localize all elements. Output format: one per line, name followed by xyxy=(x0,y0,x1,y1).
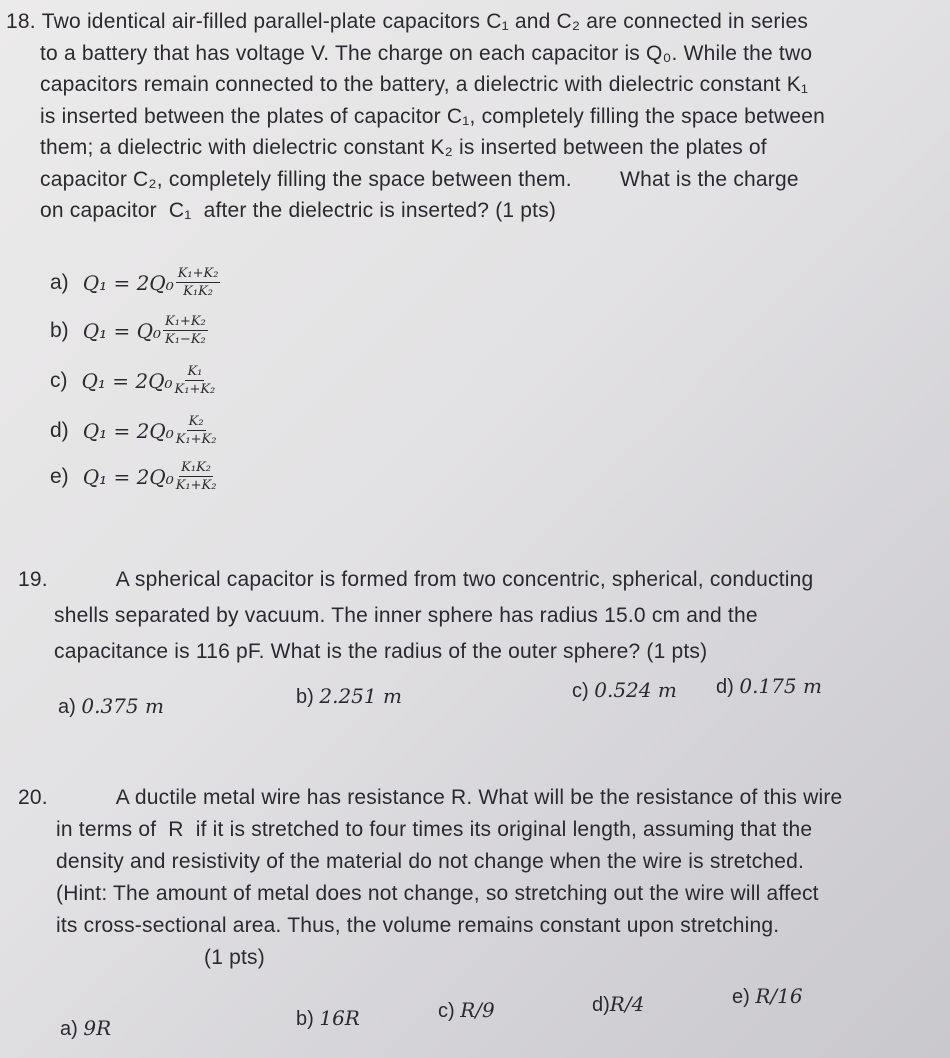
option-value: 9R xyxy=(83,1016,112,1040)
q20-line-6: (1 pts) xyxy=(204,946,265,969)
option-lhs: Q₁ = 2Q₀ xyxy=(82,418,174,443)
option-letter: b) xyxy=(296,1008,314,1030)
fraction xyxy=(175,364,216,397)
fraction-denominator: K₁K₂ xyxy=(183,284,214,299)
q19-option-c xyxy=(572,678,677,703)
fraction-numerator: K₁+K₂ xyxy=(165,314,206,329)
q18-line-4: is inserted between the plates of capacitor C₁, completely filling the space between xyxy=(40,104,825,128)
option-value: R/4 xyxy=(609,992,645,1016)
fraction-denominator: K₁−K₂ xyxy=(165,332,206,347)
option-lhs: Q₁ = 2Q₀ xyxy=(82,270,174,295)
fraction-numerator: K₁+K₂ xyxy=(177,266,219,281)
option-lhs: Q₁ = 2Q₀ xyxy=(81,368,173,393)
option-letter: d) xyxy=(50,418,69,442)
option-letter: e) xyxy=(50,464,69,488)
q18-option-d xyxy=(50,414,216,447)
option-value: 2.251 m xyxy=(319,684,402,708)
option-letter: d) xyxy=(716,676,734,698)
question-18 xyxy=(6,6,906,227)
q20-line-5: its cross-sectional area. Thus, the volume remains constant upon stretching. xyxy=(56,914,780,937)
question-19-text xyxy=(18,562,928,670)
q19-option-d xyxy=(716,674,822,699)
fraction xyxy=(176,460,217,493)
q20-option-e xyxy=(732,984,803,1009)
q20-option-c xyxy=(438,998,495,1023)
option-letter: c) xyxy=(50,368,68,392)
option-value: R/16 xyxy=(755,984,803,1008)
q20-line-2: in terms of R if it is stretched to four times its original length, assuming that the xyxy=(56,818,813,841)
fraction-denominator: K₁+K₂ xyxy=(175,432,217,447)
q18-line-3: capacitors remain connected to the battery, a dielectric with dielectric constant K₁ xyxy=(40,73,809,96)
q18-line-7: on capacitor C₁ after the dielectric is inserted? (1 pts) xyxy=(40,199,557,222)
fraction-numerator: K₂ xyxy=(188,414,204,429)
q18-option-e xyxy=(50,460,216,493)
option-letter: b) xyxy=(296,686,314,708)
option-letter: c) xyxy=(438,1000,455,1022)
option-letter: c) xyxy=(572,680,589,702)
q18-line-1: Two identical air-filled parallel-plate capacitors C₁ and C₂ are connected in series xyxy=(41,10,809,33)
q18-line-2: to a battery that has voltage V. The charge on each capacitor is Q₀. While the two xyxy=(40,41,813,65)
option-lhs: Q₁ = 2Q₀ xyxy=(82,464,174,489)
fraction-numerator: K₁K₂ xyxy=(181,460,212,475)
q19-line-2: shells separated by vacuum. The inner sphere has radius 15.0 cm and the xyxy=(54,604,758,627)
q20-option-b xyxy=(296,1006,360,1031)
fraction xyxy=(163,314,208,347)
option-letter: a) xyxy=(58,696,76,718)
q19-line-3: capacitance is 116 pF. What is the radius of the outer sphere? (1 pts) xyxy=(54,640,708,663)
option-value: 0.175 m xyxy=(739,674,822,698)
q19-line-1: A spherical capacitor is formed from two concentric, spherical, conducting xyxy=(115,568,814,591)
q19-option-b xyxy=(296,684,402,709)
question-19 xyxy=(18,562,928,670)
option-letter: d) xyxy=(592,994,610,1016)
option-letter: a) xyxy=(60,1018,78,1040)
question-number: 20. xyxy=(18,786,48,809)
option-letter: e) xyxy=(732,986,750,1008)
q20-line-4: (Hint: The amount of metal does not change, so stretching out the wire will affect xyxy=(56,882,819,905)
fraction xyxy=(176,414,217,447)
option-letter: b) xyxy=(50,318,69,342)
q20-line-1: A ductile metal wire has resistance R. What will be the resistance of this wire xyxy=(115,786,843,809)
question-number: 18. xyxy=(6,10,36,33)
q20-line-3: density and resistivity of the material do not change when the wire is stretched. xyxy=(56,850,805,873)
q20-option-d xyxy=(592,992,644,1017)
option-value: R/9 xyxy=(460,998,495,1022)
q19-option-a xyxy=(58,694,164,719)
q18-option-c xyxy=(50,364,215,397)
option-value: 16R xyxy=(319,1006,360,1030)
q18-option-a xyxy=(50,266,220,299)
q18-line-5: them; a dielectric with dielectric constant K₂ is inserted between the plates of xyxy=(40,136,767,159)
fraction xyxy=(176,266,221,299)
question-number: 19. xyxy=(18,568,48,591)
fraction-denominator: K₁+K₂ xyxy=(175,478,217,493)
fraction-numerator: K₁ xyxy=(187,364,203,379)
option-letter: a) xyxy=(50,270,69,294)
question-20-text xyxy=(18,782,938,974)
fraction-denominator: K₁+K₂ xyxy=(174,382,216,397)
option-value: 0.375 m xyxy=(81,694,164,718)
question-18-text xyxy=(6,6,906,227)
q18-line-6: capacitor C₂, completely filling the space between them. What is the charge xyxy=(40,167,799,191)
q20-option-a xyxy=(60,1016,111,1041)
option-lhs: Q₁ = Q₀ xyxy=(82,318,161,343)
question-20 xyxy=(18,782,938,974)
option-value: 0.524 m xyxy=(594,678,677,702)
q18-option-b xyxy=(50,314,208,347)
